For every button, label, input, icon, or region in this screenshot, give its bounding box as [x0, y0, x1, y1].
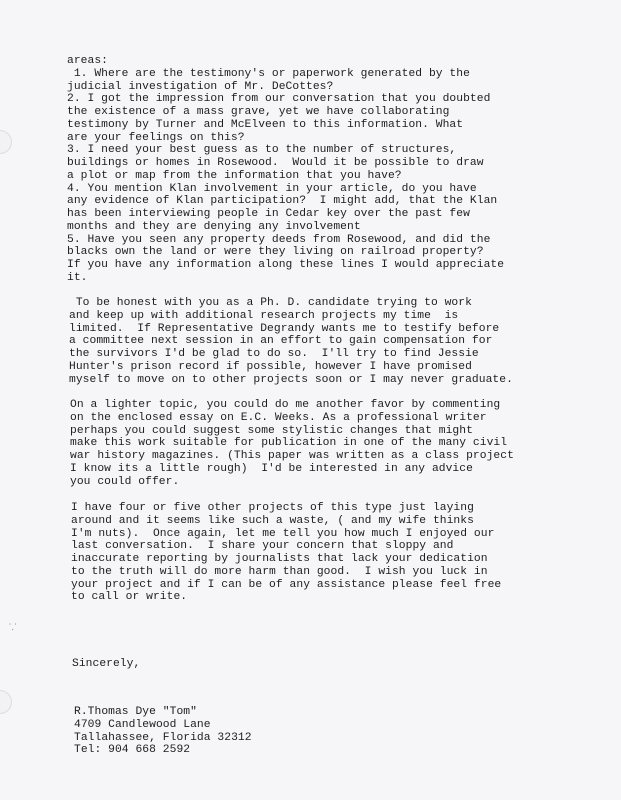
text-line: Tel: 904 668 2592	[74, 744, 191, 757]
text-line: 3. I need your best guess as to the number of structures,	[67, 144, 457, 157]
text-line: Tallahassee, Florida 32312	[74, 731, 252, 744]
text-line: perhaps you could suggest some stylistic changes that might	[70, 424, 473, 437]
text-line: I'm nuts). Once again, let me tell you how much I enjoyed our	[71, 527, 495, 540]
text-line: 2. I got the impression from our conversation that you doubted	[67, 93, 491, 106]
text-line: war history magazines. (This paper was written as a class project	[70, 450, 514, 462]
text-line: the existence of a mass grave, yet we have collaborating	[67, 106, 450, 118]
text-line: months and they are denying any involvement	[67, 220, 361, 233]
text-line: 4. You mention Klan involvement in your article, do you have	[67, 182, 477, 195]
closing-paragraph	[71, 502, 501, 604]
text-line: limited. If Representative Degrandy wants me to testify before	[69, 322, 500, 335]
text-line: and keep up with additional research projects my time is	[69, 309, 459, 322]
text-line: a committee next session in an effort to gain compensation for	[69, 335, 493, 348]
text-line: If you have any information along these lines I would appreciate	[67, 259, 505, 271]
text-line: inaccurate reporting by journalists that lack your dedication	[71, 553, 488, 565]
text-line: any evidence of Klan participation? I might add, that the Klan	[67, 195, 498, 208]
text-line: 1. Where are the testimony's or paperwork generated by the	[67, 67, 470, 80]
text-line: R.Thomas Dye "Tom"	[74, 706, 197, 718]
text-line: areas:	[67, 55, 108, 67]
text-line: I know its a little rough) I'd be interested in any advice	[70, 462, 473, 475]
text-line: 5. Have you seen any property deeds from Rosewood, and did the	[67, 233, 491, 246]
text-line: on the enclosed essay on E.C. Weeks. As a professional writer	[70, 411, 487, 424]
text-line: it.	[67, 271, 88, 284]
text-line: make this work suitable for publication in one of the many civil	[70, 437, 508, 450]
text-line: are your feelings on this?	[67, 131, 245, 144]
punch-hole	[0, 690, 12, 714]
text-line: blacks own the land or were they living on railroad property?	[67, 246, 484, 259]
questions-paragraph	[67, 55, 504, 285]
text-line: To be honest with you as a Ph. D. candidate trying to work	[69, 297, 472, 309]
signature-block	[74, 706, 252, 757]
text-line: 4709 Candlewood Lane	[74, 718, 211, 731]
essay-paragraph	[70, 399, 514, 488]
text-line: you could offer.	[70, 475, 180, 488]
text-line: your project and if I can be of any assistance please feel free	[71, 578, 502, 591]
text-line: to call or write.	[71, 591, 188, 604]
text-line: judicial investigation of Mr. DeCottes?	[67, 80, 334, 93]
text-line: myself to move on to other projects soon or I may never graduate.	[69, 373, 513, 386]
text-line: around and it seems like such a waste, ( and my wife thinks	[71, 514, 474, 527]
text-line: a plot or map from the information that you have?	[67, 169, 402, 182]
text-line: to the truth will do more harm than good. I wish you luck in	[71, 565, 488, 578]
punch-hole	[0, 130, 12, 154]
closing-salutation: Sincerely,	[72, 658, 141, 670]
text-line: Hunter's prison record if possible, however I have promised	[69, 360, 472, 373]
text-line: buildings or homes in Rosewood. Would it be possible to draw	[67, 157, 484, 169]
text-line: last conversation. I share your concern that sloppy and	[71, 540, 454, 553]
text-line: has been interviewing people in Cedar key over the past few	[67, 208, 470, 220]
text-line: I have four or five other projects of this type just laying	[71, 502, 474, 514]
text-line: the survivors I'd be glad to do so. I'll try to find Jessie	[69, 348, 479, 360]
phd-paragraph	[69, 297, 513, 386]
text-line: On a lighter topic, you could do me another favor by commenting	[70, 399, 501, 411]
stray-mark: ⸪	[9, 623, 17, 633]
text-line: testimony by Turner and McElveen to this information. What	[67, 118, 464, 131]
